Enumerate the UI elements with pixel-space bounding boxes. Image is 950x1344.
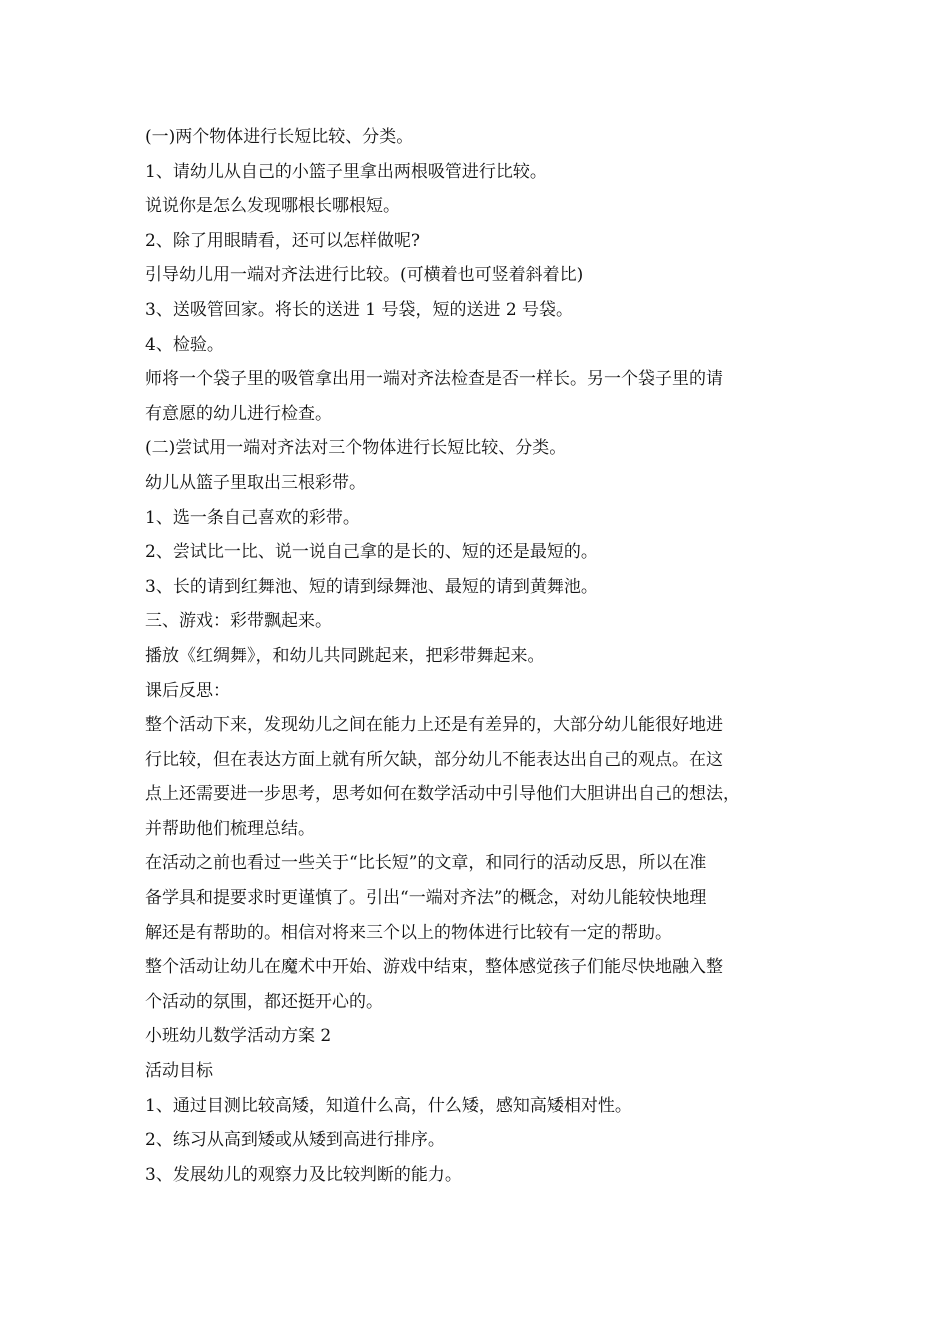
paragraph-line: 2、尝试比一比、说一说自己拿的是长的、短的还是最短的。 [145,542,598,563]
objective-item: 2、练习从高到矮或从矮到高进行排序。 [145,1130,445,1151]
plan-title: 小班幼儿数学活动方案 2 [145,1026,332,1047]
objectives-heading: 活动目标 [145,1061,213,1082]
paragraph-line: 师将一个袋子里的吸管拿出用一端对齐法检查是否一样长。另一个袋子里的请 [145,369,723,390]
paragraph-line: 个活动的氛围，都还挺开心的。 [145,991,383,1012]
paragraph-line: 解还是有帮助的。相信对将来三个以上的物体进行比较有一定的帮助。 [145,922,672,943]
section-heading-one: (一)两个物体进行长短比较、分类。 [145,127,414,147]
paragraph-line: 点上还需要进一步思考，思考如何在数学活动中引导他们大胆讲出自己的想法， [145,784,740,805]
paragraph-line: 4、检验。 [145,334,224,355]
paragraph-line: 幼儿从篮子里取出三根彩带。 [145,472,366,493]
paragraph-line: 备学具和提要求时更谨慎了。引出“一端对齐法”的概念，对幼儿能较快地理 [145,888,707,909]
objective-item: 1、通过目测比较高矮，知道什么高，什么矮，感知高矮相对性。 [145,1095,632,1116]
paragraph-line: 在活动之前也看过一些关于“比长短”的文章，和同行的活动反思，所以在准 [145,853,707,874]
paragraph-line: 说说你是怎么发现哪根长哪根短。 [145,196,400,217]
reflection-heading: 课后反思： [145,680,230,701]
paragraph-line: 行比较，但在表达方面上就有所欠缺，部分幼儿不能表达出自己的观点。在这 [145,749,723,770]
paragraph-line: 引导幼儿用一端对齐法进行比较。(可横着也可竖着斜着比) [145,265,584,286]
paragraph-line: 播放《红绸舞》，和幼儿共同跳起来，把彩带舞起来。 [145,645,545,666]
paragraph-line: 有意愿的幼儿进行检查。 [145,403,332,424]
paragraph-line: 1、请幼儿从自己的小篮子里拿出两根吸管进行比较。 [145,161,547,182]
section-heading-two: (二)尝试用一端对齐法对三个物体进行长短比较、分类。 [145,438,567,459]
section-heading-three: 三、游戏：彩带飘起来。 [145,611,332,632]
paragraph-line: 3、长的请到红舞池、短的请到绿舞池、最短的请到黄舞池。 [145,576,598,597]
paragraph-line: 2、除了用眼睛看，还可以怎样做呢? [145,230,420,251]
document-body [145,120,825,1192]
paragraph-line: 3、送吸管回家。将长的送进 1 号袋，短的送进 2 号袋。 [145,299,574,320]
paragraph-line: 并帮助他们梳理总结。 [145,818,315,839]
objective-item: 3、发展幼儿的观察力及比较判断的能力。 [145,1164,462,1185]
paragraph-line: 整个活动让幼儿在魔术中开始、游戏中结束，整体感觉孩子们能尽快地融入整 [145,957,723,978]
paragraph-line: 1、选一条自己喜欢的彩带。 [145,507,360,528]
paragraph-line: 整个活动下来，发现幼儿之间在能力上还是有差异的，大部分幼儿能很好地进 [145,715,723,736]
